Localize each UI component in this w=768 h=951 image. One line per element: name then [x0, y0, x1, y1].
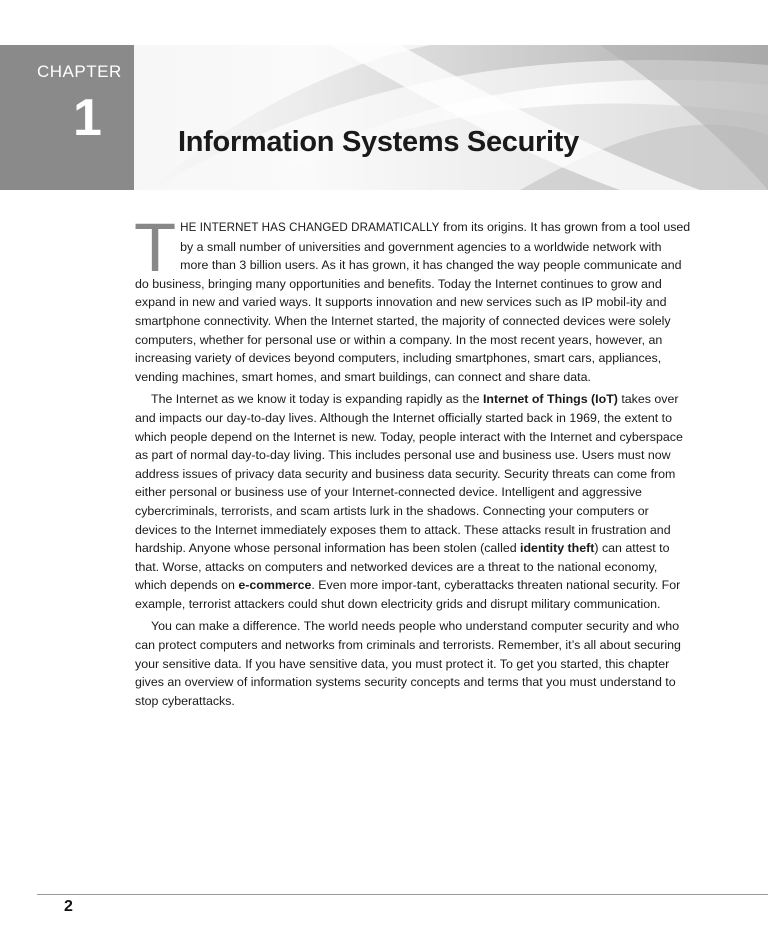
- paragraph-2-text-a: The Internet as we know it today is expanding rapidly as the: [151, 392, 483, 407]
- key-term-e-commerce: e-commerce: [238, 578, 312, 593]
- paragraph-1: [134, 209, 691, 386]
- key-term-identity-theft: identity theft: [520, 541, 595, 556]
- key-term-iot: Internet of Things (IoT): [482, 392, 618, 407]
- paragraph-2-text-d: . Even more impor-tant, cyberattacks threaten national security. For example, terrorist attackers could shut down electricity grids and disrupt military communication.: [135, 578, 681, 611]
- footer-rule: [37, 894, 768, 895]
- chapter-label: CHAPTER: [37, 62, 122, 81]
- paragraph-2: [135, 390, 691, 613]
- chapter-title: Information Systems Security: [178, 126, 579, 158]
- paragraph-1-text: from its origins. It has grown from a tool used by a small number of universities and government agencies to a worldwide network with more than 3 billion users. As it has grown, it has changed the way people communicate and do business, bringing many opportunities and benefits. Today the Internet continues to grow and expand in new and varied ways. It supports innovation and new services such as IP mobil-ity and smartphone connectivity. When the Internet started, the majority of connected devices were solely computers, whether for personal use or within a company. In the most recent years, however, an increasing variety of devices beyond computers, including smartphones, smart cars, appliances, vending machines, smart homes, and smart buildings, can connect and share data.: [135, 220, 691, 384]
- paragraph-3: You can make a difference. The world needs people who understand computer security and who can protect computers and networks from criminals and terrorists. Remember, it’s all about securing your sensitive data. If you have sensitive data, you must protect it. To get you started, this chapter gives an overview of information systems security concepts and terms that you must understand to stop cyberattacks.: [135, 619, 681, 708]
- lead-in-caps: HE INTERNET HAS CHANGED DRAMATICALLY: [180, 221, 440, 234]
- page-number: 2: [64, 898, 73, 915]
- chapter-body: [134, 209, 691, 710]
- chapter-number: 1: [73, 89, 102, 147]
- paragraph-2-text-b: takes over and impacts our day-to-day lives. Although the Internet officially started back in 1969, the extent to which people depend on the Internet is new. Today, people interact with the Internet and cyberspace as part of normal day-to-day living. This includes personal use and business use. Users must now address issues of privacy data security and business data security. Security threats can come from either personal or business use of your Internet-connected device. Intelligent and aggressive cybercriminals, terrorists, and scam artists lurk in the shadows. Connecting your computers or devices to the Internet immediately exposes them to attack. These attacks result in frustration and hardship. Anyone whose personal information has been stolen (called: [135, 392, 683, 556]
- drop-cap: T: [134, 209, 177, 286]
- paragraph-2-text-c: ) can attest to that. Worse, attacks on computers and networked devices are a threat to the national economy, which depends on: [135, 541, 670, 593]
